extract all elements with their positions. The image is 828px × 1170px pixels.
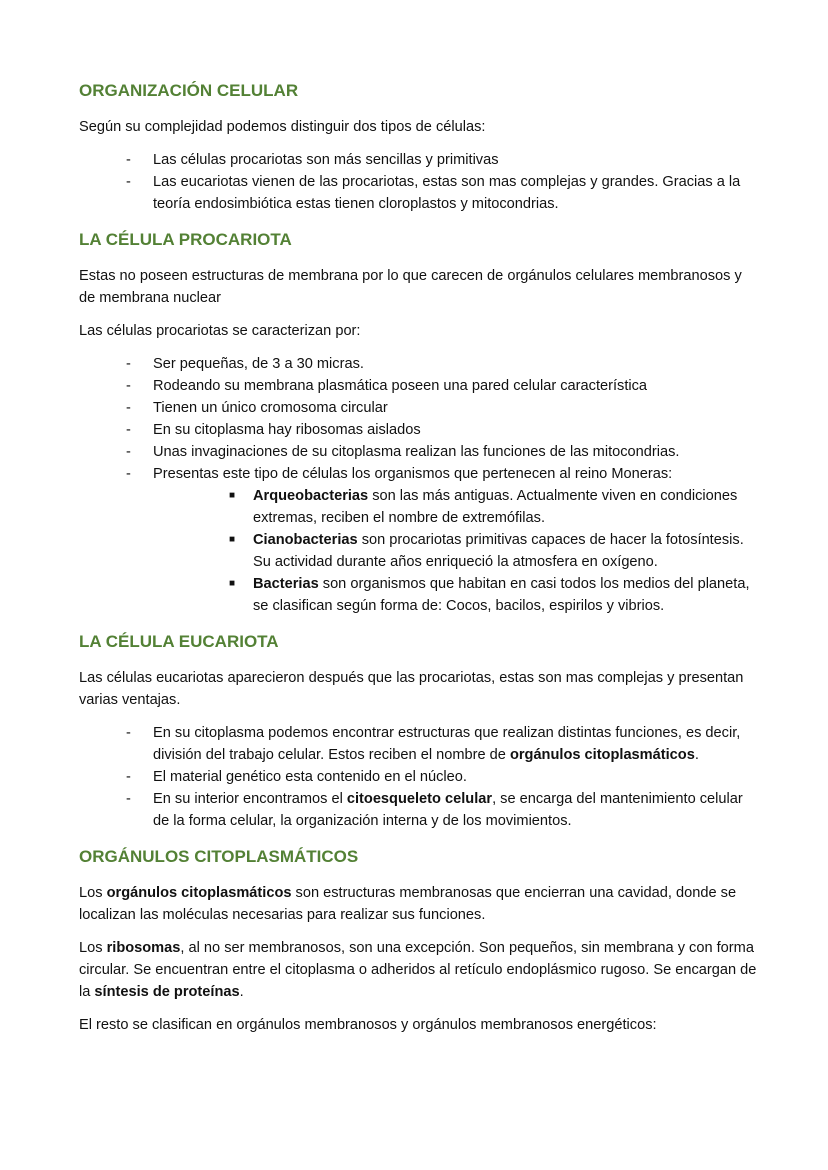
list-eucariota-features bbox=[79, 722, 758, 832]
paragraph-organulos-1 bbox=[79, 882, 758, 926]
term-bold: síntesis de proteínas bbox=[94, 984, 240, 1000]
list-item-text: Unas invaginaciones de su citoplasma realizan las funciones de las mitocondrias. bbox=[153, 444, 680, 460]
list-item bbox=[126, 149, 758, 171]
heading-celula-procariota: LA CÉLULA PROCARIOTA bbox=[79, 230, 292, 249]
list-item-text: . bbox=[694, 747, 699, 763]
list-item bbox=[126, 441, 758, 463]
term-description: son procariotas primitivas capaces de hacer la fotosíntesis. Su actividad durante años enriqueció la atmosfera en oxígeno. bbox=[253, 532, 744, 570]
paragraph-organulos-2 bbox=[79, 937, 758, 1003]
text-run: Los bbox=[79, 885, 107, 901]
sublist-item bbox=[229, 573, 758, 617]
square-bullet: ■ bbox=[229, 578, 236, 589]
list-item bbox=[126, 397, 758, 419]
term-description: son organismos que habitan en casi todos los medios del planeta, se clasifican según forma de: Cocos, bacilos, espirilos y vibrios. bbox=[253, 576, 750, 614]
list-item bbox=[126, 766, 758, 788]
list-item-text: En su citoplasma hay ribosomas aislados bbox=[153, 422, 421, 438]
list-item-text: Tienen un único cromosoma circular bbox=[153, 400, 388, 416]
dash-bullet: - bbox=[126, 152, 131, 168]
term-bold: Cianobacterias bbox=[253, 532, 358, 548]
list-item-text: Ser pequeñas, de 3 a 30 micras. bbox=[153, 356, 364, 372]
text-run: , al no ser membranosos, son una excepción. Son pequeños, sin membrana y con forma circular. Se encuentran entre el citoplasma o adheridos al retículo endoplásmico rugoso. Se encargan de la bbox=[79, 940, 757, 1000]
paragraph-eucariota-1: Las células eucariotas aparecieron después que las procariotas, estas son mas complejas y presentan varias ventajas. bbox=[79, 670, 744, 708]
term-bold: ribosomas bbox=[106, 940, 181, 956]
sublist-moneras bbox=[153, 485, 758, 617]
dash-bullet: - bbox=[126, 466, 131, 482]
list-item-text: Rodeando su membrana plasmática poseen una pared celular característica bbox=[153, 378, 648, 394]
heading-celula-eucariota: LA CÉLULA EUCARIOTA bbox=[79, 632, 279, 651]
list-item-text: , se encarga del mantenimiento celular de la forma celular, la organización interna y de los movimientos. bbox=[153, 791, 743, 829]
sublist-item bbox=[229, 485, 758, 529]
list-item bbox=[126, 722, 758, 766]
text-run: Los bbox=[79, 940, 107, 956]
dash-bullet: - bbox=[126, 174, 131, 190]
list-item bbox=[126, 419, 758, 441]
list-item bbox=[126, 375, 758, 397]
dash-bullet: - bbox=[126, 791, 131, 807]
heading-organulos-citoplasmaticos: ORGÁNULOS CITOPLASMÁTICOS bbox=[79, 847, 359, 866]
list-item-text: Las células procariotas son más sencillas y primitivas bbox=[153, 152, 499, 168]
list-item-text: El material genético esta contenido en el núcleo. bbox=[153, 769, 467, 785]
dash-bullet: - bbox=[126, 444, 131, 460]
paragraph-organulos-3: El resto se clasifican en orgánulos membranosos y orgánulos membranosos energéticos: bbox=[79, 1017, 657, 1033]
square-bullet: ■ bbox=[229, 534, 236, 545]
paragraph-procariota-2: Las células procariotas se caracterizan por: bbox=[79, 323, 361, 339]
list-item bbox=[126, 788, 758, 832]
dash-bullet: - bbox=[126, 400, 131, 416]
list-procariota-features bbox=[79, 353, 758, 617]
sublist-item bbox=[229, 529, 758, 573]
dash-bullet: - bbox=[126, 422, 131, 438]
list-item-text: En su citoplasma podemos encontrar estructuras que realizan distintas funciones, es decir, división del trabajo celular. Estos reciben el nombre de bbox=[153, 725, 741, 763]
term-bold: citoesqueleto celular bbox=[346, 791, 493, 807]
text-run: son estructuras membranosas que encierran una cavidad, donde se localizan las moléculas necesarias para realizar sus funciones. bbox=[79, 885, 737, 923]
square-bullet: ■ bbox=[229, 490, 236, 501]
list-item bbox=[126, 463, 758, 617]
paragraph-procariota-1: Estas no poseen estructuras de membrana por lo que carecen de orgánulos celulares membranosos y de membrana nuclear bbox=[79, 268, 742, 306]
term-description: son las más antiguas. Actualmente viven en condiciones extremas, reciben el nombre de extremófilas. bbox=[253, 488, 738, 526]
heading-organizacion-celular: ORGANIZACIÓN CELULAR bbox=[79, 81, 299, 100]
list-item-text: En su interior encontramos el bbox=[153, 791, 347, 807]
list-item-text: Presentas este tipo de células los organismos que pertenecen al reino Moneras: bbox=[153, 466, 673, 482]
dash-bullet: - bbox=[126, 769, 131, 785]
text-run: . bbox=[239, 984, 244, 1000]
term-bold: orgánulos citoplasmáticos bbox=[509, 747, 695, 763]
dash-bullet: - bbox=[126, 378, 131, 394]
term-bold: orgánulos citoplasmáticos bbox=[106, 885, 292, 901]
paragraph-intro: Según su complejidad podemos distinguir dos tipos de células: bbox=[79, 119, 486, 135]
list-item-text: Las eucariotas vienen de las procariotas, estas son mas complejas y grandes. Gracias a la teoría endosimbiótica estas tienen cloroplastos y mitocondrias. bbox=[153, 174, 741, 212]
list-item bbox=[126, 353, 758, 375]
dash-bullet: - bbox=[126, 356, 131, 372]
term-bold: Arqueobacterias bbox=[253, 488, 369, 504]
term-bold: Bacterias bbox=[253, 576, 319, 592]
list-cell-types bbox=[79, 149, 758, 215]
dash-bullet: - bbox=[126, 725, 131, 741]
list-item bbox=[126, 171, 758, 215]
